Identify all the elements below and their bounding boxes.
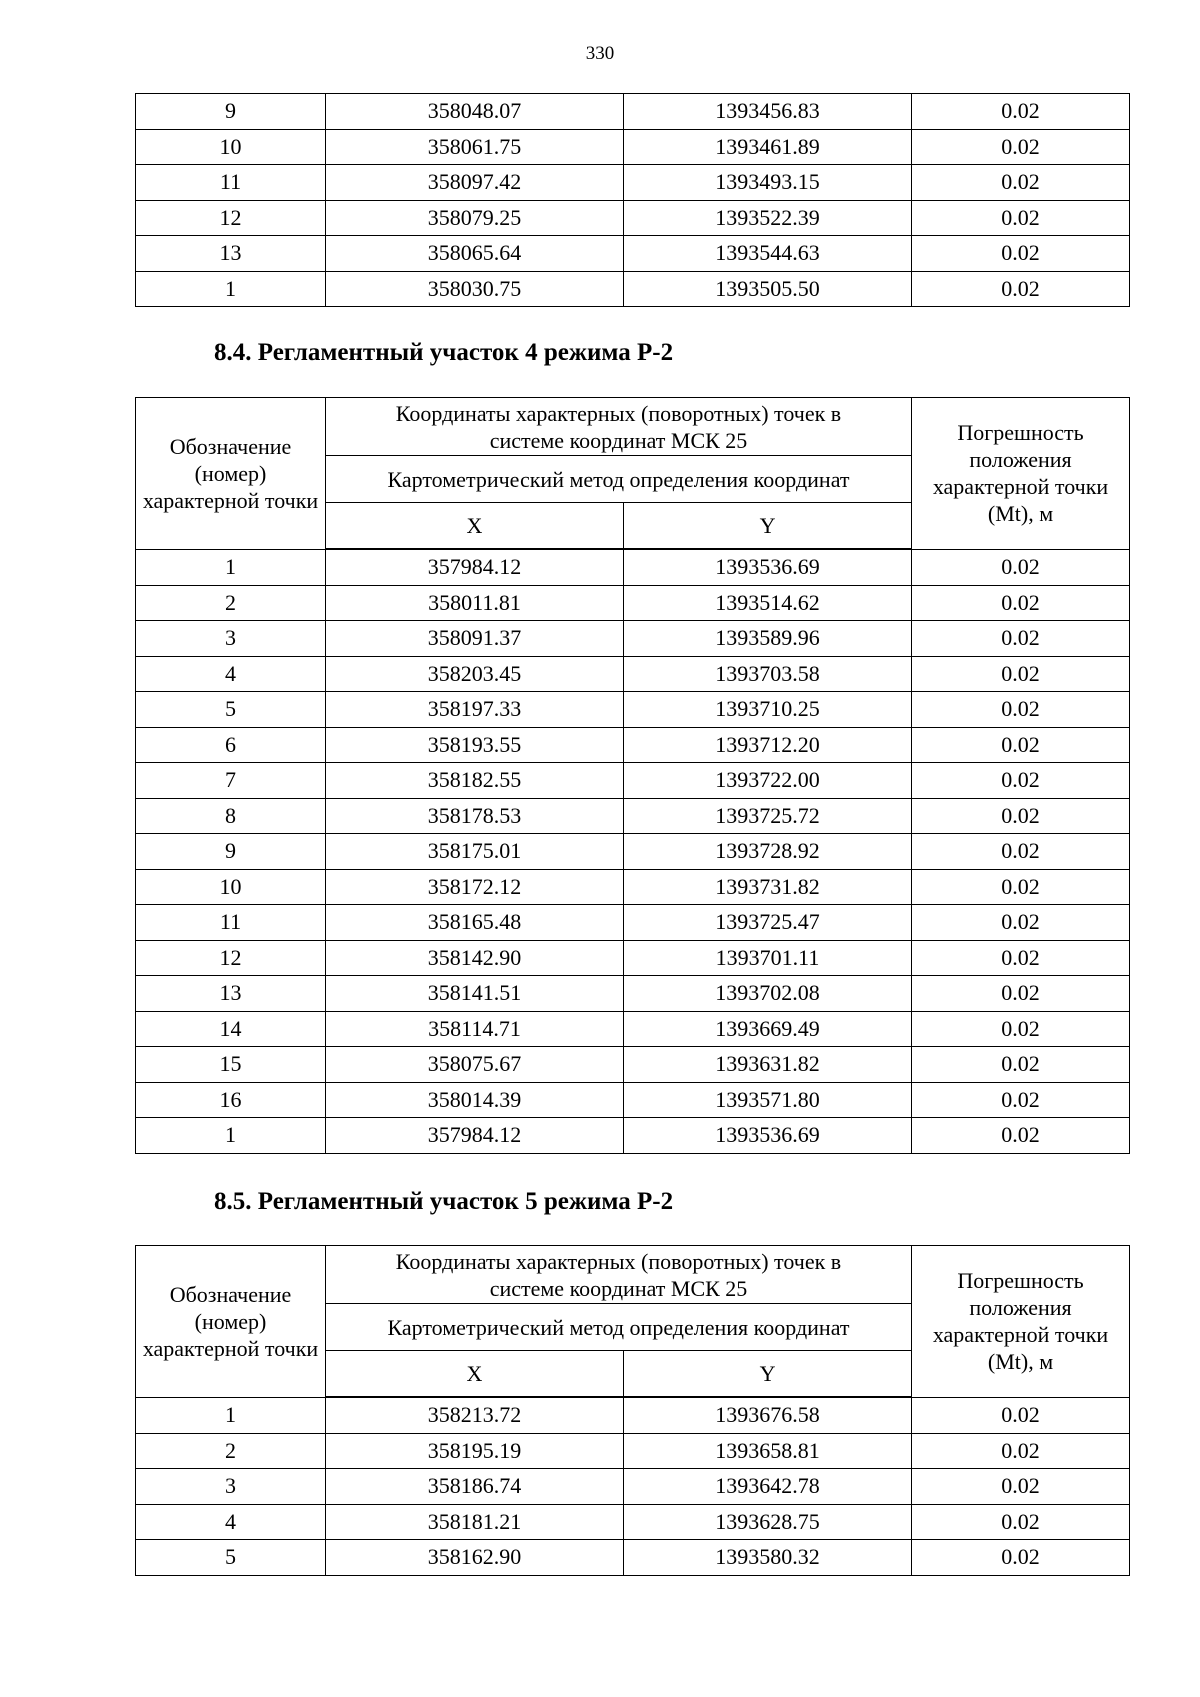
table-row [136, 869, 1130, 905]
cell-x: 358193.55 [326, 727, 624, 763]
cell-y: 1393731.82 [624, 869, 912, 905]
cell-x: 358065.64 [326, 236, 624, 272]
cell-point-number: 1 [136, 549, 326, 585]
cell-error: 0.02 [912, 236, 1130, 272]
table-row [136, 940, 1130, 976]
page-number: 330 [585, 43, 615, 64]
cell-error: 0.02 [912, 1397, 1130, 1433]
cell-point-number: 12 [136, 940, 326, 976]
cell-error: 0.02 [912, 129, 1130, 165]
cell-point-number: 11 [136, 165, 326, 201]
table-row [136, 1118, 1130, 1154]
cell-point-number: 13 [136, 236, 326, 272]
cell-x: 358203.45 [326, 656, 624, 692]
table-row [136, 271, 1130, 307]
table-row [136, 1504, 1130, 1540]
cell-x: 358213.72 [326, 1397, 624, 1433]
header-coordinates-system: Координаты характерных (поворотных) точек в системе координат МСК 25 [326, 1246, 912, 1304]
cell-point-number: 10 [136, 129, 326, 165]
table-row [136, 692, 1130, 728]
table-row [136, 236, 1130, 272]
cell-y: 1393536.69 [624, 549, 912, 585]
cell-error: 0.02 [912, 727, 1130, 763]
cell-y: 1393722.00 [624, 763, 912, 799]
table-row [136, 1540, 1130, 1576]
cell-error: 0.02 [912, 271, 1130, 307]
header-x: X [326, 1351, 624, 1398]
cell-error: 0.02 [912, 940, 1130, 976]
table-row [136, 763, 1130, 799]
cell-error: 0.02 [912, 1118, 1130, 1154]
cell-point-number: 15 [136, 1047, 326, 1083]
table-body [136, 549, 1130, 1153]
cell-y: 1393725.47 [624, 905, 912, 941]
cell-error: 0.02 [912, 549, 1130, 585]
cell-x: 358172.12 [326, 869, 624, 905]
table-row [136, 1397, 1130, 1433]
section-title-8-4: 8.4. Регламентный участок 4 режима Р-2 [214, 339, 674, 366]
cell-x: 358048.07 [326, 94, 624, 130]
cell-error: 0.02 [912, 869, 1130, 905]
table-row [136, 621, 1130, 657]
header-y: Y [624, 1351, 912, 1398]
cell-error: 0.02 [912, 905, 1130, 941]
cell-y: 1393631.82 [624, 1047, 912, 1083]
section-title-8-5: 8.5. Регламентный участок 5 режима Р-2 [214, 1188, 674, 1215]
cell-error: 0.02 [912, 1540, 1130, 1576]
cell-error: 0.02 [912, 1504, 1130, 1540]
cell-point-number: 10 [136, 869, 326, 905]
table-row [136, 656, 1130, 692]
cell-point-number: 12 [136, 200, 326, 236]
cell-y: 1393493.15 [624, 165, 912, 201]
table-row [136, 129, 1130, 165]
cell-error: 0.02 [912, 585, 1130, 621]
header-y: Y [624, 503, 912, 550]
cell-y: 1393701.11 [624, 940, 912, 976]
cell-y: 1393703.58 [624, 656, 912, 692]
cell-x: 358114.71 [326, 1011, 624, 1047]
cell-y: 1393658.81 [624, 1433, 912, 1469]
cell-point-number: 13 [136, 976, 326, 1012]
table-row [136, 798, 1130, 834]
cell-x: 358075.67 [326, 1047, 624, 1083]
table-row [136, 200, 1130, 236]
cell-point-number: 9 [136, 834, 326, 870]
cell-x: 358030.75 [326, 271, 624, 307]
cell-y: 1393589.96 [624, 621, 912, 657]
coordinates-table-8-4 [135, 397, 1130, 1154]
cell-point-number: 3 [136, 621, 326, 657]
cell-point-number: 3 [136, 1469, 326, 1505]
cell-error: 0.02 [912, 1082, 1130, 1118]
cell-error: 0.02 [912, 94, 1130, 130]
cell-error: 0.02 [912, 798, 1130, 834]
cell-x: 358162.90 [326, 1540, 624, 1576]
cell-error: 0.02 [912, 692, 1130, 728]
cell-y: 1393642.78 [624, 1469, 912, 1505]
cell-y: 1393461.89 [624, 129, 912, 165]
cell-y: 1393712.20 [624, 727, 912, 763]
cell-point-number: 11 [136, 905, 326, 941]
table-row [136, 1469, 1130, 1505]
table-row [136, 549, 1130, 585]
cell-error: 0.02 [912, 165, 1130, 201]
header-method: Картометрический метод определения координат [326, 456, 912, 503]
cell-y: 1393505.50 [624, 271, 912, 307]
coordinates-table-8-5 [135, 1245, 1130, 1576]
header-x: X [326, 503, 624, 550]
table-row [136, 94, 1130, 130]
table-row [136, 585, 1130, 621]
cell-point-number: 5 [136, 692, 326, 728]
cell-error: 0.02 [912, 656, 1130, 692]
cell-point-number: 2 [136, 585, 326, 621]
cell-x: 358142.90 [326, 940, 624, 976]
cell-point-number: 1 [136, 1397, 326, 1433]
header-coordinates-system: Координаты характерных (поворотных) точек в системе координат МСК 25 [326, 398, 912, 456]
cell-y: 1393571.80 [624, 1082, 912, 1118]
cell-y: 1393728.92 [624, 834, 912, 870]
cell-error: 0.02 [912, 1469, 1130, 1505]
cell-x: 358197.33 [326, 692, 624, 728]
header-position-error: Погрешность положения характерной точки (Mt), м [912, 1246, 1130, 1398]
cell-point-number: 8 [136, 798, 326, 834]
cell-point-number: 5 [136, 1540, 326, 1576]
cell-x: 358182.55 [326, 763, 624, 799]
cell-x: 358097.42 [326, 165, 624, 201]
cell-x: 358195.19 [326, 1433, 624, 1469]
cell-error: 0.02 [912, 976, 1130, 1012]
cell-x: 358165.48 [326, 905, 624, 941]
table-body [136, 94, 1130, 307]
cell-error: 0.02 [912, 763, 1130, 799]
header-method: Картометрический метод определения координат [326, 1304, 912, 1351]
cell-x: 358178.53 [326, 798, 624, 834]
cell-y: 1393522.39 [624, 200, 912, 236]
cell-point-number: 16 [136, 1082, 326, 1118]
coordinates-table-continued [135, 93, 1130, 307]
header-position-error: Погрешность положения характерной точки (Mt), м [912, 398, 1130, 550]
cell-error: 0.02 [912, 200, 1130, 236]
table-row [136, 165, 1130, 201]
cell-y: 1393725.72 [624, 798, 912, 834]
cell-point-number: 6 [136, 727, 326, 763]
cell-point-number: 1 [136, 271, 326, 307]
cell-x: 358186.74 [326, 1469, 624, 1505]
table-row [136, 1011, 1130, 1047]
cell-error: 0.02 [912, 621, 1130, 657]
cell-error: 0.02 [912, 1011, 1130, 1047]
cell-point-number: 4 [136, 656, 326, 692]
cell-x: 358091.37 [326, 621, 624, 657]
table-row [136, 1433, 1130, 1469]
cell-x: 358079.25 [326, 200, 624, 236]
cell-x: 357984.12 [326, 549, 624, 585]
table-row [136, 905, 1130, 941]
cell-y: 1393676.58 [624, 1397, 912, 1433]
cell-error: 0.02 [912, 1047, 1130, 1083]
cell-x: 358061.75 [326, 129, 624, 165]
table-row [136, 976, 1130, 1012]
cell-x: 358141.51 [326, 976, 624, 1012]
table-row [136, 727, 1130, 763]
table-row [136, 1047, 1130, 1083]
cell-error: 0.02 [912, 1433, 1130, 1469]
table-row [136, 1082, 1130, 1118]
cell-x: 358181.21 [326, 1504, 624, 1540]
cell-y: 1393702.08 [624, 976, 912, 1012]
cell-x: 358014.39 [326, 1082, 624, 1118]
header-point-designation: Обозначение (номер) характерной точки [136, 1246, 326, 1398]
cell-y: 1393580.32 [624, 1540, 912, 1576]
table-body [136, 1397, 1130, 1575]
cell-y: 1393628.75 [624, 1504, 912, 1540]
cell-y: 1393456.83 [624, 94, 912, 130]
cell-y: 1393710.25 [624, 692, 912, 728]
cell-x: 358011.81 [326, 585, 624, 621]
cell-point-number: 14 [136, 1011, 326, 1047]
cell-error: 0.02 [912, 834, 1130, 870]
cell-y: 1393514.62 [624, 585, 912, 621]
cell-y: 1393669.49 [624, 1011, 912, 1047]
cell-point-number: 7 [136, 763, 326, 799]
header-point-designation: Обозначение (номер) характерной точки [136, 398, 326, 550]
cell-point-number: 2 [136, 1433, 326, 1469]
cell-y: 1393536.69 [624, 1118, 912, 1154]
cell-point-number: 4 [136, 1504, 326, 1540]
table-row [136, 834, 1130, 870]
cell-point-number: 9 [136, 94, 326, 130]
cell-y: 1393544.63 [624, 236, 912, 272]
cell-point-number: 1 [136, 1118, 326, 1154]
cell-x: 357984.12 [326, 1118, 624, 1154]
cell-x: 358175.01 [326, 834, 624, 870]
